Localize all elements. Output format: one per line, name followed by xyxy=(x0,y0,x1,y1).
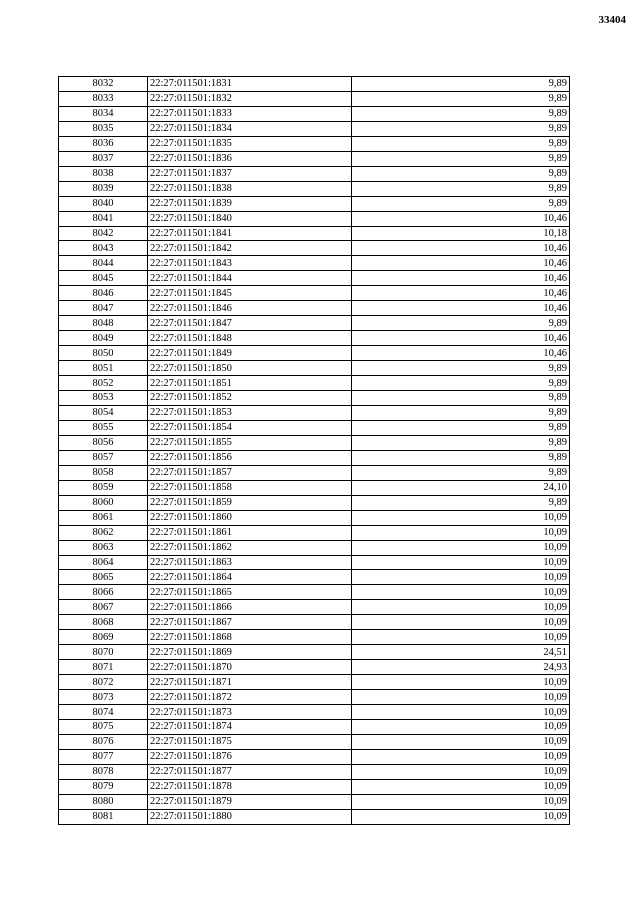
row-number-cell: 8032 xyxy=(59,77,148,92)
table-row xyxy=(59,734,570,749)
cadastral-number-cell: 22:27:011501:1844 xyxy=(148,271,352,286)
table-row xyxy=(59,271,570,286)
value-cell: 10,46 xyxy=(352,271,570,286)
cadastral-number-cell: 22:27:011501:1836 xyxy=(148,151,352,166)
row-number-cell: 8080 xyxy=(59,794,148,809)
value-cell: 9,89 xyxy=(352,151,570,166)
table-row xyxy=(59,241,570,256)
cadastral-number-cell: 22:27:011501:1834 xyxy=(148,121,352,136)
value-cell: 10,09 xyxy=(352,585,570,600)
table-row xyxy=(59,181,570,196)
table-row xyxy=(59,585,570,600)
cadastral-number-cell: 22:27:011501:1866 xyxy=(148,600,352,615)
cadastral-number-cell: 22:27:011501:1875 xyxy=(148,734,352,749)
table-row xyxy=(59,719,570,734)
value-cell: 10,09 xyxy=(352,734,570,749)
cadastral-number-cell: 22:27:011501:1838 xyxy=(148,181,352,196)
value-cell: 9,89 xyxy=(352,465,570,480)
cadastral-number-cell: 22:27:011501:1878 xyxy=(148,779,352,794)
cadastral-number-cell: 22:27:011501:1880 xyxy=(148,809,352,824)
row-number-cell: 8059 xyxy=(59,480,148,495)
row-number-cell: 8078 xyxy=(59,764,148,779)
row-number-cell: 8058 xyxy=(59,465,148,480)
cadastral-number-cell: 22:27:011501:1842 xyxy=(148,241,352,256)
row-number-cell: 8051 xyxy=(59,361,148,376)
value-cell: 9,89 xyxy=(352,435,570,450)
row-number-cell: 8068 xyxy=(59,615,148,630)
table-row xyxy=(59,450,570,465)
table-row xyxy=(59,690,570,705)
table-row xyxy=(59,166,570,181)
value-cell: 10,46 xyxy=(352,256,570,271)
value-cell: 10,09 xyxy=(352,510,570,525)
cadastral-number-cell: 22:27:011501:1841 xyxy=(148,226,352,241)
value-cell: 10,09 xyxy=(352,690,570,705)
cadastral-number-cell: 22:27:011501:1833 xyxy=(148,106,352,121)
row-number-cell: 8074 xyxy=(59,705,148,720)
value-cell: 10,09 xyxy=(352,555,570,570)
value-cell: 10,09 xyxy=(352,719,570,734)
value-cell: 10,09 xyxy=(352,794,570,809)
row-number-cell: 8035 xyxy=(59,121,148,136)
cadastral-number-cell: 22:27:011501:1860 xyxy=(148,510,352,525)
row-number-cell: 8055 xyxy=(59,420,148,435)
table-row xyxy=(59,809,570,824)
value-cell: 10,09 xyxy=(352,779,570,794)
row-number-cell: 8043 xyxy=(59,241,148,256)
table-row xyxy=(59,570,570,585)
table-row xyxy=(59,495,570,510)
table-row xyxy=(59,346,570,361)
table-row xyxy=(59,630,570,645)
table-row xyxy=(59,480,570,495)
cadastral-number-cell: 22:27:011501:1871 xyxy=(148,675,352,690)
value-cell: 24,10 xyxy=(352,480,570,495)
table-row xyxy=(59,211,570,226)
table-row xyxy=(59,391,570,406)
table-row xyxy=(59,525,570,540)
value-cell: 10,09 xyxy=(352,600,570,615)
value-cell: 9,89 xyxy=(352,361,570,376)
value-cell: 10,09 xyxy=(352,809,570,824)
table-row xyxy=(59,794,570,809)
row-number-cell: 8065 xyxy=(59,570,148,585)
value-cell: 9,89 xyxy=(352,91,570,106)
table-body xyxy=(59,77,570,825)
cadastral-number-cell: 22:27:011501:1853 xyxy=(148,405,352,420)
cadastral-number-cell: 22:27:011501:1864 xyxy=(148,570,352,585)
cadastral-number-cell: 22:27:011501:1849 xyxy=(148,346,352,361)
row-number-cell: 8033 xyxy=(59,91,148,106)
cadastral-number-cell: 22:27:011501:1865 xyxy=(148,585,352,600)
row-number-cell: 8062 xyxy=(59,525,148,540)
cadastral-number-cell: 22:27:011501:1852 xyxy=(148,391,352,406)
row-number-cell: 8061 xyxy=(59,510,148,525)
row-number-cell: 8054 xyxy=(59,405,148,420)
table-row xyxy=(59,764,570,779)
table-row xyxy=(59,510,570,525)
row-number-cell: 8036 xyxy=(59,136,148,151)
table-row xyxy=(59,660,570,675)
value-cell: 9,89 xyxy=(352,77,570,92)
value-cell: 9,89 xyxy=(352,405,570,420)
cadastral-number-cell: 22:27:011501:1874 xyxy=(148,719,352,734)
value-cell: 9,89 xyxy=(352,376,570,391)
row-number-cell: 8039 xyxy=(59,181,148,196)
value-cell: 9,89 xyxy=(352,495,570,510)
cadastral-number-cell: 22:27:011501:1847 xyxy=(148,316,352,331)
table-row xyxy=(59,196,570,211)
row-number-cell: 8042 xyxy=(59,226,148,241)
cadastral-number-cell: 22:27:011501:1846 xyxy=(148,301,352,316)
row-number-cell: 8056 xyxy=(59,435,148,450)
value-cell: 9,89 xyxy=(352,121,570,136)
table-row xyxy=(59,405,570,420)
value-cell: 9,89 xyxy=(352,316,570,331)
value-cell: 9,89 xyxy=(352,391,570,406)
row-number-cell: 8057 xyxy=(59,450,148,465)
cadastral-number-cell: 22:27:011501:1831 xyxy=(148,77,352,92)
cadastral-number-cell: 22:27:011501:1851 xyxy=(148,376,352,391)
table-row xyxy=(59,645,570,660)
table-row xyxy=(59,331,570,346)
row-number-cell: 8041 xyxy=(59,211,148,226)
table-row xyxy=(59,226,570,241)
value-cell: 10,09 xyxy=(352,630,570,645)
table-row xyxy=(59,615,570,630)
row-number-cell: 8067 xyxy=(59,600,148,615)
value-cell: 9,89 xyxy=(352,166,570,181)
cadastral-number-cell: 22:27:011501:1876 xyxy=(148,749,352,764)
table-row xyxy=(59,91,570,106)
row-number-cell: 8079 xyxy=(59,779,148,794)
row-number-cell: 8069 xyxy=(59,630,148,645)
value-cell: 9,89 xyxy=(352,196,570,211)
value-cell: 10,46 xyxy=(352,331,570,346)
cadastral-number-cell: 22:27:011501:1877 xyxy=(148,764,352,779)
table-row xyxy=(59,540,570,555)
row-number-cell: 8063 xyxy=(59,540,148,555)
row-number-cell: 8071 xyxy=(59,660,148,675)
value-cell: 10,09 xyxy=(352,675,570,690)
table-row xyxy=(59,286,570,301)
cadastral-number-cell: 22:27:011501:1848 xyxy=(148,331,352,346)
row-number-cell: 8073 xyxy=(59,690,148,705)
table-row xyxy=(59,121,570,136)
table-row xyxy=(59,555,570,570)
value-cell: 10,46 xyxy=(352,286,570,301)
table-row xyxy=(59,420,570,435)
table-row xyxy=(59,316,570,331)
table-row xyxy=(59,77,570,92)
value-cell: 10,09 xyxy=(352,540,570,555)
cadastral-number-cell: 22:27:011501:1839 xyxy=(148,196,352,211)
row-number-cell: 8034 xyxy=(59,106,148,121)
table-row xyxy=(59,600,570,615)
cadastral-number-cell: 22:27:011501:1832 xyxy=(148,91,352,106)
cadastral-number-cell: 22:27:011501:1835 xyxy=(148,136,352,151)
table-row xyxy=(59,705,570,720)
row-number-cell: 8070 xyxy=(59,645,148,660)
value-cell: 10,09 xyxy=(352,615,570,630)
cadastral-number-cell: 22:27:011501:1872 xyxy=(148,690,352,705)
row-number-cell: 8053 xyxy=(59,391,148,406)
row-number-cell: 8049 xyxy=(59,331,148,346)
cadastral-number-cell: 22:27:011501:1859 xyxy=(148,495,352,510)
value-cell: 24,93 xyxy=(352,660,570,675)
table-row xyxy=(59,361,570,376)
cadastral-number-cell: 22:27:011501:1855 xyxy=(148,435,352,450)
cadastral-number-cell: 22:27:011501:1845 xyxy=(148,286,352,301)
row-number-cell: 8037 xyxy=(59,151,148,166)
table-row xyxy=(59,256,570,271)
value-cell: 10,46 xyxy=(352,211,570,226)
value-cell: 9,89 xyxy=(352,106,570,121)
table-row xyxy=(59,779,570,794)
table-row xyxy=(59,106,570,121)
cadastral-table xyxy=(58,76,570,825)
cadastral-number-cell: 22:27:011501:1869 xyxy=(148,645,352,660)
row-number-cell: 8064 xyxy=(59,555,148,570)
value-cell: 10,09 xyxy=(352,705,570,720)
value-cell: 9,89 xyxy=(352,420,570,435)
cadastral-number-cell: 22:27:011501:1837 xyxy=(148,166,352,181)
cadastral-number-cell: 22:27:011501:1862 xyxy=(148,540,352,555)
cadastral-number-cell: 22:27:011501:1843 xyxy=(148,256,352,271)
value-cell: 10,09 xyxy=(352,570,570,585)
row-number-cell: 8046 xyxy=(59,286,148,301)
row-number-cell: 8066 xyxy=(59,585,148,600)
table-row xyxy=(59,465,570,480)
value-cell: 10,46 xyxy=(352,241,570,256)
page-number: 33404 xyxy=(598,14,626,26)
value-cell: 10,46 xyxy=(352,301,570,316)
cadastral-number-cell: 22:27:011501:1854 xyxy=(148,420,352,435)
table-row xyxy=(59,136,570,151)
cadastral-number-cell: 22:27:011501:1858 xyxy=(148,480,352,495)
value-cell: 10,09 xyxy=(352,749,570,764)
row-number-cell: 8081 xyxy=(59,809,148,824)
cadastral-number-cell: 22:27:011501:1861 xyxy=(148,525,352,540)
row-number-cell: 8048 xyxy=(59,316,148,331)
cadastral-number-cell: 22:27:011501:1856 xyxy=(148,450,352,465)
value-cell: 9,89 xyxy=(352,181,570,196)
cadastral-number-cell: 22:27:011501:1879 xyxy=(148,794,352,809)
row-number-cell: 8038 xyxy=(59,166,148,181)
row-number-cell: 8044 xyxy=(59,256,148,271)
cadastral-number-cell: 22:27:011501:1840 xyxy=(148,211,352,226)
value-cell: 24,51 xyxy=(352,645,570,660)
value-cell: 9,89 xyxy=(352,136,570,151)
table-row xyxy=(59,675,570,690)
cadastral-number-cell: 22:27:011501:1863 xyxy=(148,555,352,570)
table-row xyxy=(59,151,570,166)
cadastral-number-cell: 22:27:011501:1867 xyxy=(148,615,352,630)
table-row xyxy=(59,749,570,764)
row-number-cell: 8072 xyxy=(59,675,148,690)
cadastral-number-cell: 22:27:011501:1870 xyxy=(148,660,352,675)
table-row xyxy=(59,376,570,391)
cadastral-number-cell: 22:27:011501:1868 xyxy=(148,630,352,645)
row-number-cell: 8047 xyxy=(59,301,148,316)
cadastral-number-cell: 22:27:011501:1873 xyxy=(148,705,352,720)
row-number-cell: 8050 xyxy=(59,346,148,361)
value-cell: 10,09 xyxy=(352,764,570,779)
value-cell: 9,89 xyxy=(352,450,570,465)
row-number-cell: 8076 xyxy=(59,734,148,749)
row-number-cell: 8045 xyxy=(59,271,148,286)
table-row xyxy=(59,301,570,316)
row-number-cell: 8040 xyxy=(59,196,148,211)
value-cell: 10,18 xyxy=(352,226,570,241)
value-cell: 10,46 xyxy=(352,346,570,361)
row-number-cell: 8075 xyxy=(59,719,148,734)
cadastral-number-cell: 22:27:011501:1857 xyxy=(148,465,352,480)
row-number-cell: 8060 xyxy=(59,495,148,510)
table-row xyxy=(59,435,570,450)
cadastral-number-cell: 22:27:011501:1850 xyxy=(148,361,352,376)
value-cell: 10,09 xyxy=(352,525,570,540)
row-number-cell: 8077 xyxy=(59,749,148,764)
row-number-cell: 8052 xyxy=(59,376,148,391)
